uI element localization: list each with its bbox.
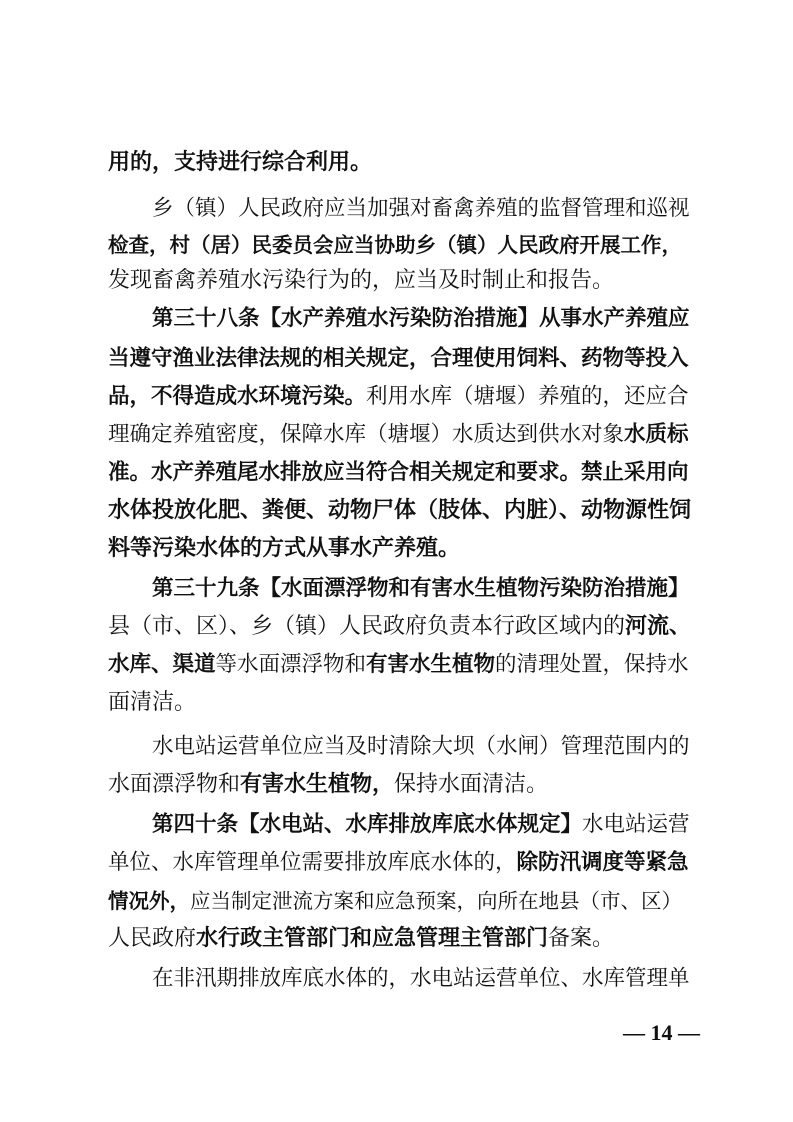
text-line — [108, 380, 692, 414]
text-line — [108, 884, 692, 918]
text-run: 利用水库（塘堰）养殖的，还应合 — [366, 384, 689, 409]
text-run: 应当制定泄流方案和应急预案，向所在地县（市、区） — [190, 889, 682, 913]
text-line — [108, 264, 692, 298]
text-run: 情况外， — [108, 889, 190, 913]
text-line — [108, 610, 692, 644]
text-run: 水面漂浮物和 — [108, 772, 241, 797]
text-run: 当遵守渔业法律法规的相关规定，合理使用饲料、药物等投入 — [108, 346, 689, 371]
text-run: 的清理处置，保持水 — [495, 652, 689, 677]
text-run: 有害水生植物 — [366, 652, 496, 677]
text-run: 检查，村（居）民委员会应当协助乡（镇）人民政府开展工作， — [108, 233, 682, 257]
text-run: 单位、水库管理单位需要排放库底水体的， — [108, 850, 517, 875]
text-run: 品，不得造成水环境污染。 — [108, 384, 367, 409]
text-run: 第三十八条【水产养殖水污染防治措施】从事水产养殖应 — [152, 306, 690, 331]
text-run: 备案。 — [548, 926, 615, 951]
text-run: 用的，支持进行综合利用。 — [108, 150, 373, 175]
text-line — [108, 922, 692, 956]
text-run: 料等污染水体的方式从事水产养殖。 — [108, 536, 461, 561]
text-line — [108, 846, 692, 880]
text-run: 水体投放化肥、粪便、动物尸体（肢体、内脏）、动物源性饲 — [108, 498, 692, 523]
text-run: 除防汛调度等紧急 — [516, 850, 689, 875]
text-line — [108, 494, 692, 528]
text-line — [108, 418, 692, 452]
text-run: 保持水面清洁。 — [394, 772, 549, 797]
article-39-heading-line — [152, 572, 692, 606]
text-run: 水库、渠道 — [108, 652, 216, 677]
text-run: 在非汛期排放库底水体的，水电站运营单位、水库管理单 — [152, 966, 690, 991]
text-run: 水电站运营 — [582, 812, 690, 837]
article-38-heading-line — [152, 302, 692, 336]
text-run: 第三十九条【水面漂浮物和有害水生植物污染防治措施】 — [152, 576, 690, 601]
text-line — [108, 342, 692, 376]
text-line — [152, 192, 692, 226]
text-run: 河流、 — [625, 614, 692, 639]
text-run: 水电站运营单位应当及时清除大坝（水闸）管理范围内的 — [152, 734, 690, 759]
text-line — [108, 228, 692, 262]
text-run: 水质标 — [624, 422, 689, 447]
text-run: 水行政主管部门和应急管理主管部门 — [196, 926, 549, 951]
text-run: 准。水产养殖尾水排放应当符合相关规定和要求。禁止采用向 — [108, 460, 689, 485]
text-line — [108, 146, 692, 180]
text-line — [152, 730, 692, 764]
text-line — [108, 648, 692, 682]
text-run: 有害水生植物， — [240, 772, 395, 797]
text-run: 第四十条【水电站、水库排放库底水体规定】 — [152, 812, 583, 837]
text-line — [152, 962, 692, 996]
text-run: 人民政府 — [108, 926, 197, 951]
text-run: 乡（镇）人民政府应当加强对畜禽养殖的监督管理和巡视 — [152, 196, 690, 221]
text-line — [108, 686, 692, 720]
text-run: 县（市、区）、乡（镇）人民政府负责本行政区域内的 — [108, 614, 626, 639]
text-run: 面清洁。 — [108, 690, 197, 715]
text-run: 等水面漂浮物和 — [215, 652, 367, 677]
text-run: 发现畜禽养殖水污染行为的，应当及时制止和报告。 — [108, 268, 615, 293]
page-number: — 14 — — [623, 1020, 700, 1045]
text-line — [108, 768, 692, 802]
text-line — [108, 456, 692, 490]
text-line — [108, 532, 692, 566]
text-run: 理确定养殖密度，保障水库（塘堰）水质达到供水对象 — [108, 422, 625, 447]
article-40-heading-line — [152, 808, 692, 842]
